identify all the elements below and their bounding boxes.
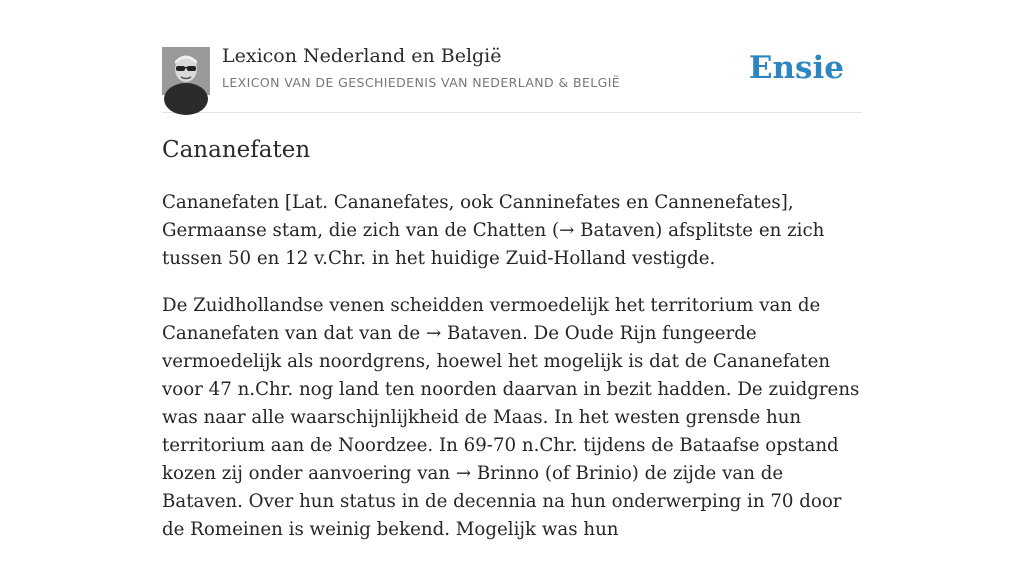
article-body: [162, 189, 862, 563]
paragraph-text: Cananefaten [Lat. Cananefates, ook Canninefates en Cannenefates], Germaanse stam, die zich van de Chatten (: [162, 192, 794, 241]
site-header: [162, 0, 862, 113]
link-bataven[interactable]: → Bataven: [425, 323, 523, 344]
link-bataven[interactable]: → Bataven: [559, 220, 656, 241]
site-title[interactable]: Lexicon Nederland en België: [222, 45, 502, 67]
paragraph-2: [162, 292, 862, 544]
brand-logo[interactable]: Ensie: [748, 50, 844, 86]
avatar-portrait-icon: [162, 47, 210, 95]
paragraph-text: De Zuidhollandse venen scheidden vermoedelijk het territorium van de Cananefaten van dat van de: [162, 295, 821, 344]
paragraph-text: ) afsplitste en zich tussen 50 en 12 v.Chr. in het huidige Zuid-Holland vestigde.: [162, 220, 825, 269]
paragraph-text: . De Oude Rijn fungeerde vermoedelijk als noordgrens, hoewel het mogelijk is dat de Cananefaten voor 47 n.Chr. nog land ten noorden daarvan in bezit hadden. De zuidgrens was naar alle waarschijnlijkheid de Maas. In het westen grensde hun territorium aan de Noordzee. In 69-70 n.Chr. tijdens de Bataafse opstand kozen zij onder aanvoering van: [162, 323, 860, 484]
entry-title: Cananefaten: [162, 137, 311, 163]
author-avatar[interactable]: [162, 47, 210, 95]
page-wrapper: [162, 0, 862, 540]
site-subtitle: LEXICON VAN DE GESCHIEDENIS VAN NEDERLAND & BELGIË: [222, 75, 621, 90]
link-brinno[interactable]: → Brinno: [455, 463, 540, 484]
paragraph-text: (of Brinio) de zijde van de Bataven. Over hun status in de decennia na hun onderwerping in 70 door de Romeinen is weinig bekend. Mogelijk was hun: [162, 463, 842, 540]
paragraph-1: [162, 189, 862, 273]
